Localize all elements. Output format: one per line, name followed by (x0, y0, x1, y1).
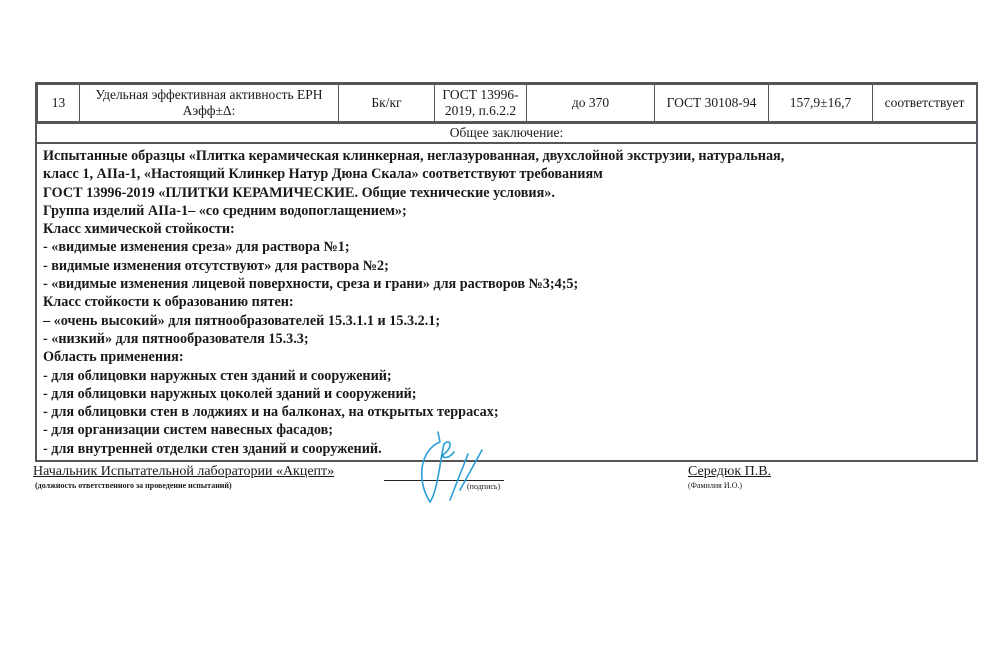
position-title: Начальник Испытательной лаборатории «Акцепт» (33, 464, 335, 479)
requirement-cell: до 370 (527, 85, 655, 122)
indicator-cell: Удельная эффективная активность ЕРН Аэфф±Δ: (80, 85, 339, 122)
conclusion-line: - «видимые изменения лицевой поверхности, среза и грани» для растворов №3;4;5; (43, 276, 579, 293)
conclusion-line: Класс химической стойкости: (43, 221, 235, 238)
conclusion-text (37, 144, 976, 460)
row-number: 13 (38, 85, 80, 122)
conclusion-line: Группа изделий AIIa-1– «со средним водопоглащением»; (43, 202, 407, 219)
test-method-cell: ГОСТ 30108-94 (655, 85, 769, 122)
signature-block (0, 440, 1002, 540)
conclusion-line: - для облицовки стен в лоджиях и на балконах, на открытых террасах; (43, 404, 499, 421)
conclusion-line: - для облицовки наружных цоколей зданий и сооружений; (43, 385, 417, 402)
name-caption: (Фамилия И.О.) (688, 481, 743, 490)
signature-caption: (подпись) (467, 482, 501, 491)
conclusion-line: ГОСТ 13996-2019 «ПЛИТКИ КЕРАМИЧЕСКИЕ. Общие технические условия». (43, 184, 555, 201)
signatory-name: Середюк П.В. (688, 464, 772, 479)
conclusion-line: Класс стойкости к образованию пятен: (43, 294, 294, 311)
conformity-cell: соответствует (873, 85, 977, 122)
conclusion-line: Испытанные образцы «Плитка керамическая клинкерная, неглазурованная, двухслойной экструзии, натуральная, (43, 148, 785, 164)
conclusion-line: Область применения: (43, 349, 184, 366)
table-row (37, 84, 977, 122)
conclusion-line: - для организации систем навесных фасадов; (43, 422, 333, 439)
conclusion-line: класс 1, AIIa-1, «Настоящий Клинкер Натур Дюна Скала» соответствуют требованиям (43, 166, 603, 183)
conclusion-title: Общее заключение: (37, 122, 976, 144)
conclusion-line: - «низкий» для пятнообразователя 15.3.3; (43, 330, 309, 347)
method-standard-cell: ГОСТ 13996-2019, п.6.2.2 (435, 85, 527, 122)
results-table (35, 82, 978, 462)
conclusion-line: - для облицовки наружных стен зданий и сооружений; (43, 367, 392, 384)
conclusion-line: – «очень высокий» для пятнообразователей 15.3.1.1 и 15.3.2.1; (43, 312, 441, 329)
conclusion-line: - «видимые изменения среза» для раствора №1; (43, 239, 350, 256)
position-caption: (должность ответственного за проведение испытаний) (35, 481, 232, 490)
unit-cell: Бк/кг (339, 85, 435, 122)
conclusion-line: - видимые изменения отсутствуют» для раствора №2; (43, 257, 389, 274)
handwritten-signature-icon (410, 430, 520, 510)
conclusion-line: - для внутренней отделки стен зданий и сооружений. (43, 440, 382, 457)
result-cell: 157,9±16,7 (769, 85, 873, 122)
